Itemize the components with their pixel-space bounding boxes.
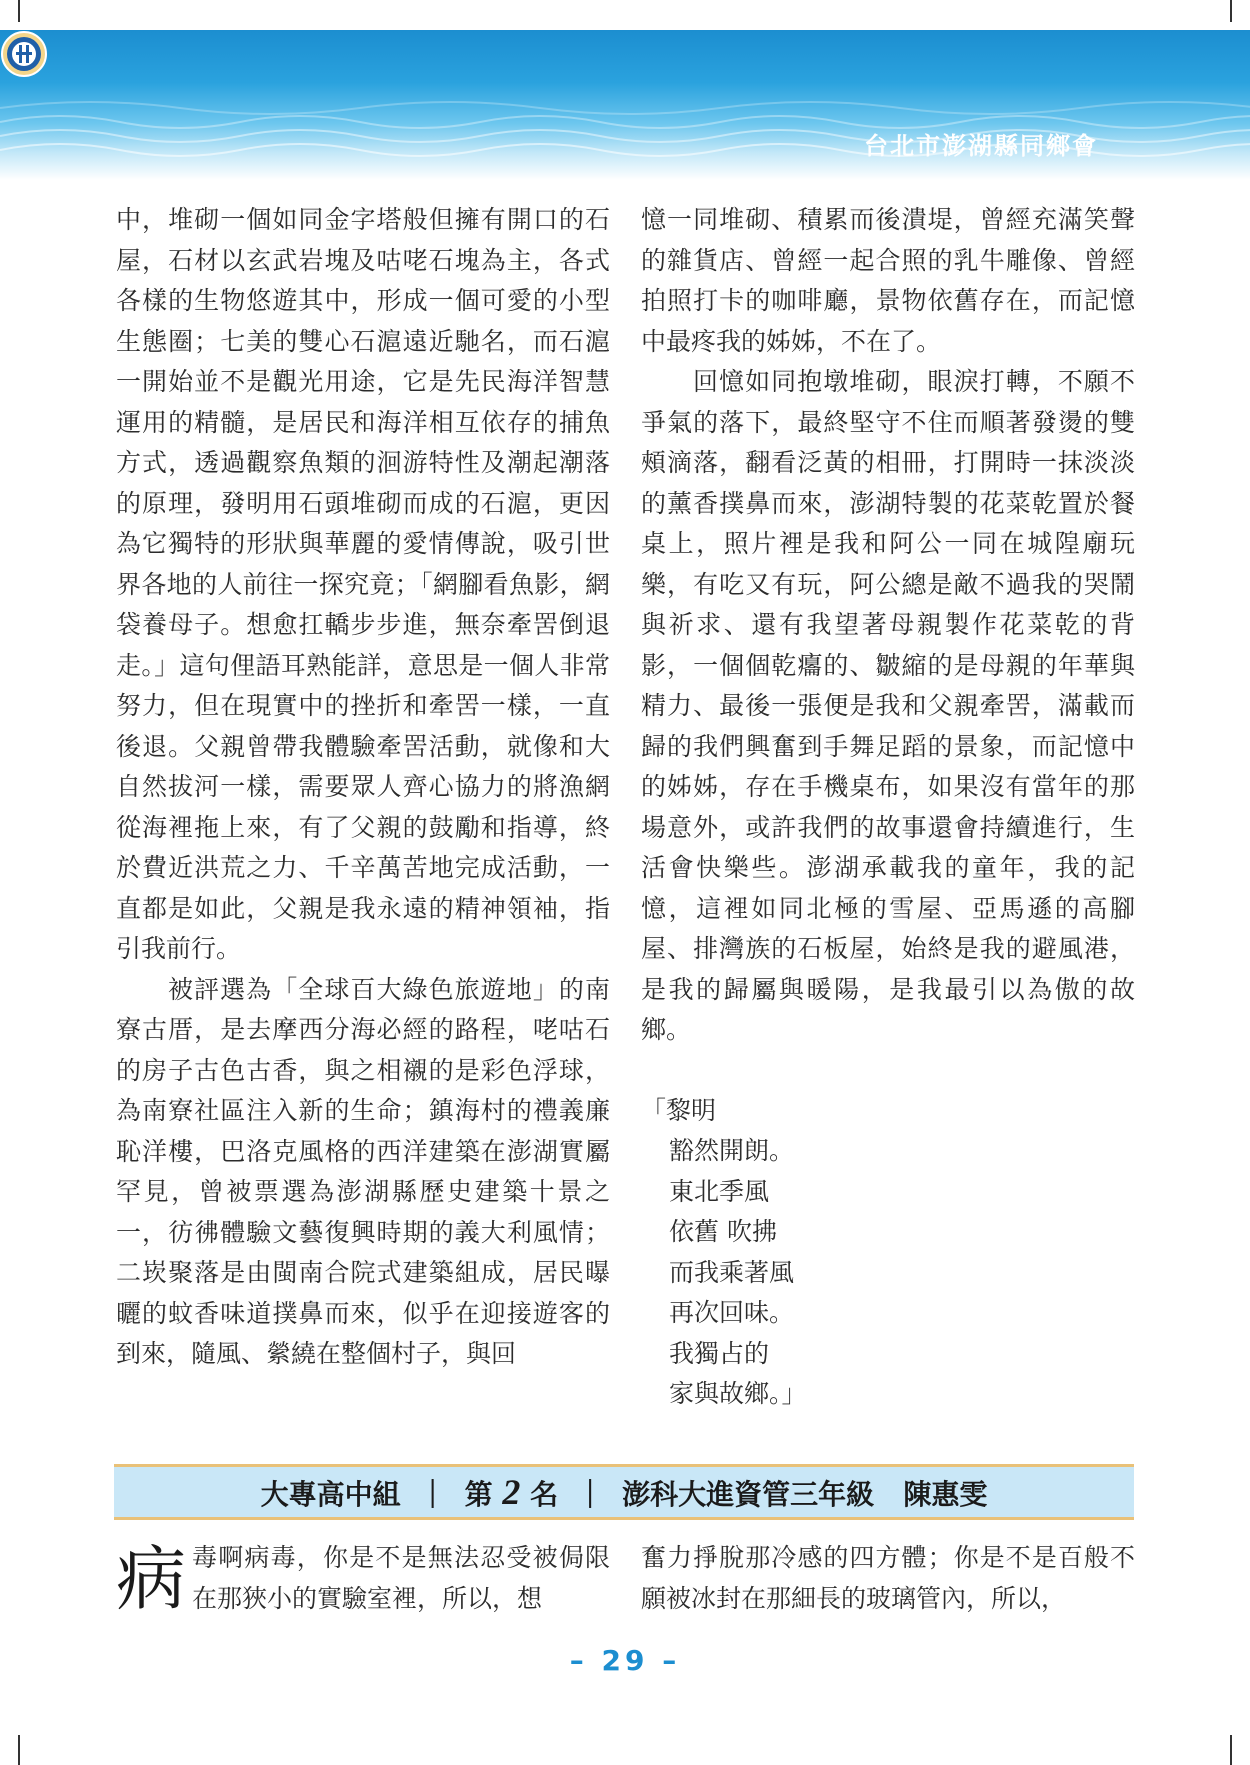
drop-cap: 病 bbox=[116, 1538, 186, 1620]
crop-mark-bottom-right bbox=[1230, 1735, 1232, 1765]
poem bbox=[641, 1091, 1135, 1415]
right-paragraph-1: 憶一同堆砌、積累而後潰堤，曾經充滿笑聲的雜貨店、曾經一起合照的乳牛雕像、曾經拍照打卡的咖啡廳，景物依舊存在，而記憶中最疼我的姊姊，不在了。 bbox=[641, 205, 1135, 356]
association-title: 台北市澎湖縣同鄉會 bbox=[864, 132, 1098, 160]
rank-number: 2 bbox=[502, 1472, 521, 1512]
left-paragraph-2: 被評選為「全球百大綠色旅遊地」的南寮古厝，是去摩西分海必經的路程，咾咕石的房子古色古香，與之相襯的是彩色浮球，為南寮社區注入新的生命；鎮海村的禮義廉恥洋樓，巴洛克風格的西洋建築在澎湖實屬罕見，曾被票選為澎湖縣歷史建築十景之一，彷彿體驗文藝復興時期的義大利風情；二崁聚落是由閩南合院式建築組成，居民曝曬的蚊香味道撲鼻而來，似乎在迎接遊客的到來，隨風、縈繞在整個村子，與回 bbox=[116, 974, 610, 1368]
right-text-column bbox=[641, 200, 1135, 1415]
separator: ｜ bbox=[576, 1478, 605, 1511]
header-banner bbox=[0, 30, 1250, 180]
poem-line: 依舊 吹拂 bbox=[669, 1217, 777, 1246]
poem-line: 東北季風 bbox=[669, 1176, 770, 1206]
page-number: – 29 – bbox=[569, 1644, 681, 1677]
bottom-left-text: 毒啊病毒，你是不是無法忍受被侷限在那狹小的實驗室裡，所以，想 bbox=[192, 1543, 610, 1613]
award-group: 大專高中組 bbox=[260, 1478, 401, 1511]
poem-line: 再次回味。 bbox=[669, 1298, 795, 1327]
author-school: 澎科大進資管三年級 bbox=[622, 1478, 875, 1511]
crop-mark-bottom-left bbox=[18, 1735, 20, 1765]
bottom-left-column bbox=[116, 1538, 610, 1619]
section-title-bar bbox=[114, 1464, 1134, 1520]
author-name: 陳惠雯 bbox=[903, 1478, 988, 1511]
left-paragraph-1: 中，堆砌一個如同金字塔般但擁有開口的石屋，石材以玄武岩塊及咕咾石塊為主，各式各樣的生物悠遊其中，形成一個可愛的小型生態圈；七美的雙心石滬遠近馳名，而石滬一開始並不是觀光用途，它是先民海洋智慧運用的精髓，是居民和海洋相互依存的捕魚方式，透過觀察魚類的洄游特性及潮起潮落的原理，發明用石頭堆砌而成的石滬，更因為它獨特的形狀與華麗的愛情傳說，吸引世界各地的人前往一探究竟；「網腳看魚影，網袋養母子。想愈扛轎步步進，無奈牽罟倒退走。」這句俚語耳熟能詳，意思是一個人非常努力，但在現實中的挫折和牽罟一樣，一直後退。父親曾帶我體驗牽罟活動，就像和大自然拔河一樣，需要眾人齊心協力的將漁網從海裡拖上來，有了父親的鼓勵和指導，終於費近洪荒之力、千辛萬苦地完成活動，一直都是如此，父親是我永遠的精神領袖，指引我前行。 bbox=[116, 205, 610, 963]
poem-line: 豁然開朗。 bbox=[669, 1136, 795, 1165]
poem-line: 家與故鄉。」 bbox=[669, 1379, 807, 1408]
rank-prefix: 第 bbox=[464, 1478, 493, 1511]
crop-mark-top-left bbox=[18, 0, 20, 22]
rank-suffix: 名 bbox=[530, 1478, 559, 1511]
bottom-right-text: 奮力掙脫那冷感的四方體；你是不是百般不願被冰封在那細長的玻璃管內，所以， bbox=[641, 1543, 1135, 1613]
bottom-right-column bbox=[641, 1538, 1135, 1619]
poem-line: 「黎明 bbox=[641, 1095, 717, 1125]
right-paragraph-2: 回憶如同抱墩堆砌，眼淚打轉，不願不爭氣的落下，最終堅守不住而順著發燙的雙頰滴落，翻看泛黃的相冊，打開時一抹淡淡的薰香撲鼻而來，澎湖特製的花菜乾置於餐桌上，照片裡是我和阿公一同在城隍廟玩樂，有吃又有玩，阿公總是敵不過我的哭鬧與祈求、還有我望著母親製作花菜乾的背影，一個個乾癟的、皺縮的是母親的年華與精力、最後一張便是我和父親牽罟，滿載而歸的我們興奮到手舞足蹈的景象，而記憶中的姊姊，存在手機桌布，如果沒有當年的那場意外，或許我們的故事還會持續進行，生活會快樂些。澎湖承載我的童年，我的記憶，這裡如同北極的雪屋、亞馬遜的高腳屋、排灣族的石板屋，始終是我的避風港，是我的歸屬與暖陽，是我最引以為傲的故鄉。 bbox=[641, 367, 1135, 1044]
poem-line: 我獨占的 bbox=[669, 1338, 770, 1368]
poem-line: 而我乘著風 bbox=[669, 1257, 795, 1287]
crop-mark-top-right bbox=[1230, 0, 1232, 22]
association-emblem-icon bbox=[0, 30, 48, 78]
separator: ｜ bbox=[418, 1478, 447, 1511]
left-text-column bbox=[116, 200, 610, 1375]
